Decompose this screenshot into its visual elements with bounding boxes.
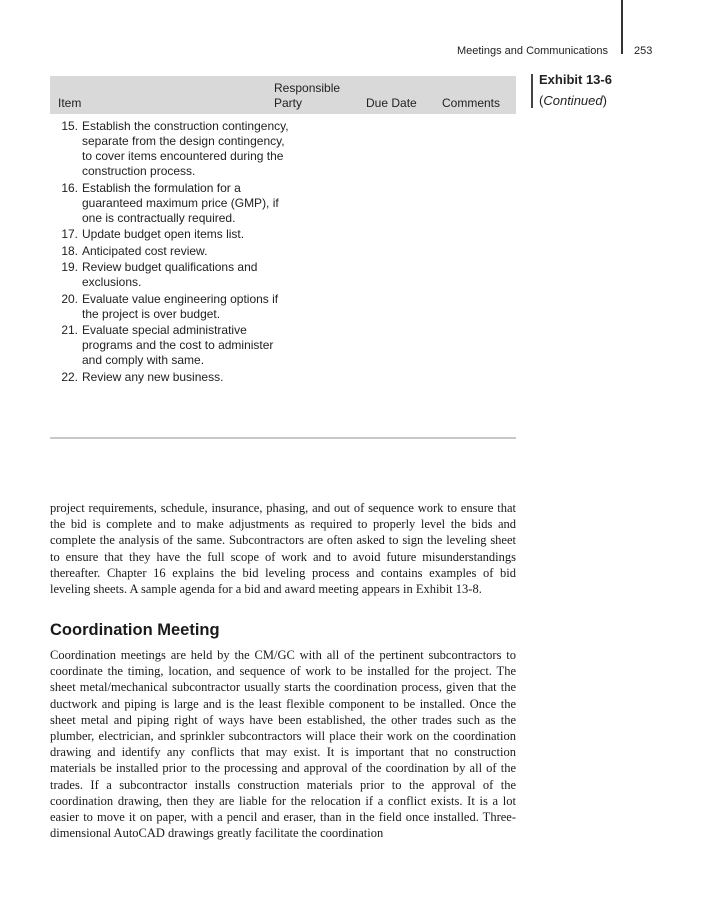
table-row <box>50 292 516 322</box>
table-row <box>50 244 516 259</box>
column-header-party-line2: Party <box>274 96 303 110</box>
page-number: 253 <box>634 45 653 57</box>
column-header-responsible-party <box>274 81 340 111</box>
table-header <box>50 76 516 114</box>
body-paragraph-1: project requirements, schedule, insurance, phasing, and out of sequence work to ensure that the bid is complete and to make adjustments as required to properly level the bids and complete the analysis of the same. Subcontractors are often asked to sign the leveling sheet to ensure that they have the full scope of work and to avoid future misunderstandings thereafter. Chapter 16 explains the bid leveling process and contains examples of bid leveling sheets. A sample agenda for a bid and award meeting appears in Exhibit 13-8. <box>50 501 516 597</box>
section-title: Coordination Meeting <box>50 621 220 639</box>
exhibit-continued: (Continued) <box>539 93 607 108</box>
table-row <box>50 323 516 368</box>
row-number: 18. <box>61 243 78 258</box>
table-row <box>50 181 516 226</box>
row-text: Update budget open items list. <box>82 227 245 241</box>
row-text: Evaluate value engineering options if the project is over budget. <box>82 291 279 321</box>
table-bottom-rule <box>50 437 516 439</box>
exhibit-label: Exhibit 13-6 <box>539 72 612 87</box>
column-header-due-date: Due Date <box>366 96 417 110</box>
column-header-comments: Comments <box>442 96 501 110</box>
table-row <box>50 260 516 290</box>
running-head: Meetings and Communications <box>456 45 608 57</box>
header-rule <box>621 0 623 54</box>
exhibit-continued-text: Continued <box>543 93 603 108</box>
row-number: 20. <box>61 291 78 306</box>
row-number: 22. <box>61 369 78 384</box>
row-text: Anticipated cost review. <box>82 243 208 258</box>
row-number: 16. <box>61 180 78 195</box>
row-text: Review budget qualifications and exclusions. <box>82 260 258 289</box>
table-row <box>50 119 516 179</box>
exhibit-rule <box>531 74 533 108</box>
row-text: Evaluate special administrative programs and the cost to administer and comply with same. <box>82 323 274 367</box>
table-row <box>50 370 516 385</box>
row-number: 21. <box>61 323 78 337</box>
table-row <box>50 227 516 242</box>
row-text: Review any new business. <box>82 369 224 384</box>
row-text: Establish the construction contingency, separate from the design contingency, to cover items encountered during the construction process. <box>82 119 289 178</box>
body-paragraph-2: Coordination meetings are held by the CM/GC with all of the pertinent subcontractors to coordinate the timing, location, and sequence of work to be installed for the project. The sheet metal/mechanical subcontractor usually starts the coordination process, given that the ductwork and piping is large and is the least flexible component to be installed. Once the sheet metal and piping right of ways have been established, the other trades such as the plumber, electrician, and sprinkler subcontractors will place their work on the coordination drawing and identify any conflicts that may exist. It is important that no construction materials be installed prior to the processing and approval of the coordination by all of the trades. If a subcontractor installs construction materials prior to the approval of the coordination drawing, then they are liable for the relocation if a conflict exists. It is a lot easier to move it on paper, with a pencil and eraser, than in the field once installed. Three-dimensional AutoCAD drawings greatly facilitate the coordination <box>50 648 516 841</box>
column-header-party-line1: Responsible <box>274 81 341 95</box>
row-number: 19. <box>61 260 78 274</box>
row-text: Establish the formulation for a guaranteed maximum price (GMP), if one is contractually required. <box>82 180 279 225</box>
row-number: 17. <box>61 227 78 241</box>
row-number: 15. <box>61 119 78 133</box>
column-header-item: Item <box>58 96 82 110</box>
table-body <box>50 119 516 386</box>
